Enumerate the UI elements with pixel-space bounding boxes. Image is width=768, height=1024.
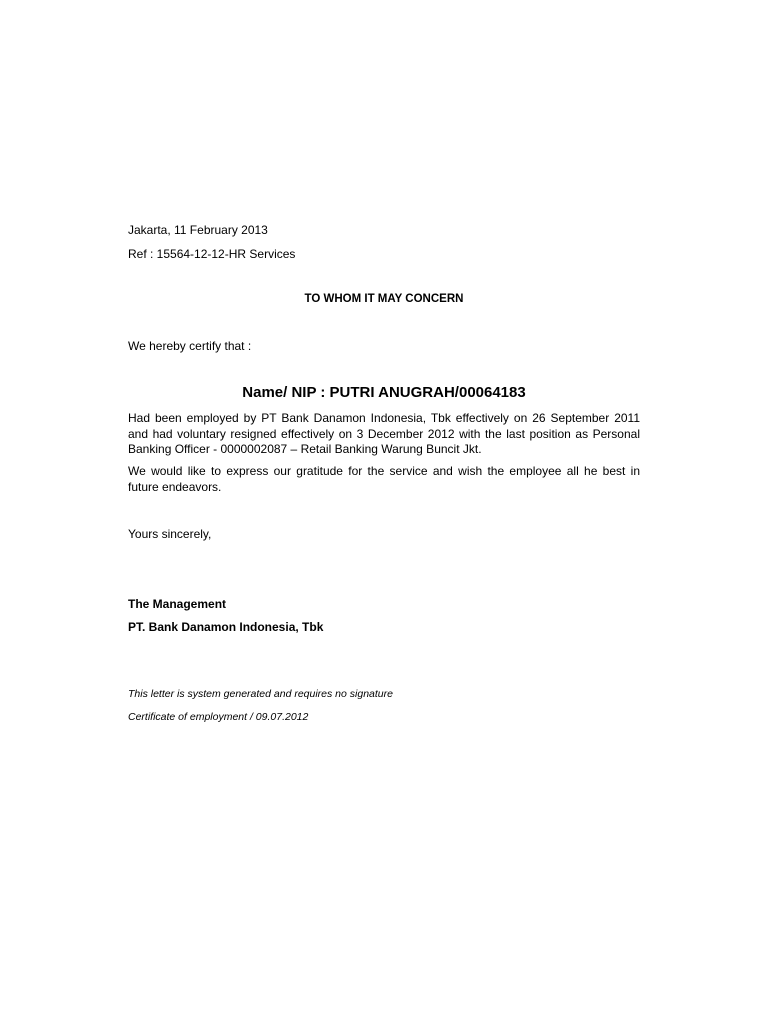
closing-salutation: Yours sincerely, <box>128 527 212 541</box>
letter-heading: TO WHOM IT MAY CONCERN <box>304 293 464 305</box>
reference-number: Ref : 15564-12-12-HR Services <box>128 247 296 261</box>
employment-paragraph: Had been employed by PT Bank Danamon Indonesia, Tbk effectively on 26 September 2011 and had voluntary resigned effectively on 3 December 2012 with the last position as Personal Banking Officer - 0000002087 – Retail Banking Warung Buncit Jkt. <box>128 411 640 456</box>
employee-name-nip: Name/ NIP : PUTRI ANUGRAH/00064183 <box>242 384 526 401</box>
gratitude-paragraph: We would like to express our gratitude for the service and wish the employee all he best in future endeavors. <box>128 464 640 494</box>
certificate-footer: Certificate of employment / 09.07.2012 <box>128 711 309 723</box>
company-name: PT. Bank Danamon Indonesia, Tbk <box>128 620 324 634</box>
signatory-title: The Management <box>128 597 227 611</box>
letter-date: Jakarta, 11 February 2013 <box>128 223 268 237</box>
certify-statement: We hereby certify that : <box>128 339 252 353</box>
system-generated-note: This letter is system generated and requires no signature <box>128 688 393 700</box>
